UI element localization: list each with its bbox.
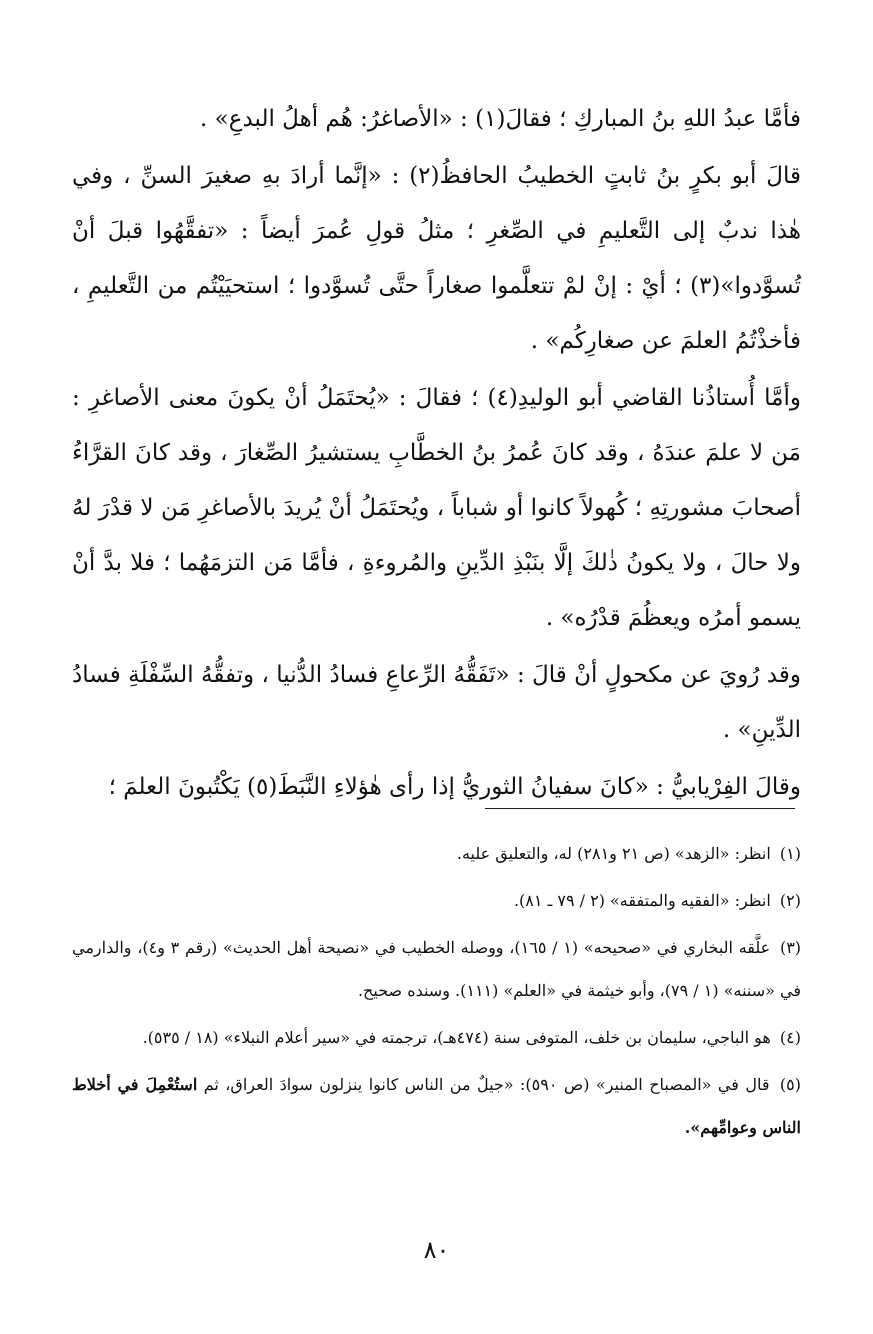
footnotes: [72, 832, 801, 1153]
footnote-number: (٤): [779, 1028, 801, 1047]
footnote-text: علَّقه البخاري في «صحيحه» (١ / ١٦٥)، ووصله الخطيب في «نصيحة أهل الحديث» (رقم ٣ و٤)، والدارمي في «سننه» (١ / ٧٩)، وأبو خيثمة في «العلم» (١١١). وسنده صحيح.: [72, 938, 801, 1000]
main-text: [72, 92, 801, 815]
footnote-text: انظر: «الزهد» (ص ٢١ و٢٨١) له، والتعليق عليه.: [456, 844, 771, 863]
footnote-text-bold: استُعْمِلَ في أخلاط الناس وعوامِّهم».: [72, 1075, 801, 1137]
paragraph-2: قالَ أبو بكرٍ بنُ ثابتٍ الخطيبُ الحافظُ(٢) : «إنَّما أرادَ بهِ صغيرَ السنِّ ، وفي هٰذا ندبٌ إلى التَّعليمِ في الصِّغرِ ؛ مثلُ قولِ عُمرَ أيضاً : «تفقَّهُوا قبلَ أنْ تُسوَّدوا»(٣) ؛ أيْ : إنْ لمْ تتعلَّموا صغاراً حتَّى تُسوَّدوا ؛ استحيَيْتُم من التَّعليمِ ، فأخذْتُمُ العلمَ عن صغارِكُم» .: [72, 163, 801, 354]
paragraph-5: وقالَ الفِرْيابيُّ : «كانَ سفيانُ الثوريُّ إذا رأى هٰؤلاءِ النَّبَطَ(٥) يَكْتُبونَ العلمَ ؛: [108, 774, 801, 800]
footnote-text: هو الباجي، سليمان بن خلف، المتوفى سنة (٤٧٤هـ)، ترجمته في «سير أعلام النبلاء» (١٨ / ٥٣٥).: [142, 1028, 771, 1047]
page-number: ٨٠: [423, 1236, 450, 1264]
footnote-number: (١): [779, 844, 801, 863]
footnote-4: [72, 1016, 801, 1059]
footnote-number: (٢): [779, 891, 801, 910]
footnote-number: (٥): [779, 1075, 801, 1094]
footnote-3: [72, 926, 801, 1012]
footnote-1: [72, 832, 801, 875]
footnote-text: قال في «المصباح المنير» (ص ٥٩٠): «جيلٌ من الناس كانوا ينزلون سوادَ العراق، ثم: [203, 1075, 770, 1094]
footnote-5: [72, 1063, 801, 1149]
footnote-text: انظر: «الفقيه والمتفقه» (٢ / ٧٩ ـ ٨١).: [513, 891, 771, 910]
footnote-number: (٣): [779, 938, 802, 957]
footnote-divider: [485, 808, 795, 809]
paragraph-3: وأمَّا أُستاذُنا القاضي أبو الوليدِ(٤) ؛ فقالَ : «يُحتَمَلُ أنْ يكونَ معنى الأصاغرِ : مَن لا علمَ عندَهُ ، وقد كانَ عُمرُ بنُ الخطَّابِ يستشيرُ الصِّغارَ ، وقد كانَ القرَّاءُ أصحابَ مشورتِهِ ؛ كُهولاً كانوا أو شباباً ، ويُحتَمَلُ أنْ يُريدَ بالأصاغرِ مَن لا قدْرَ لهُ ولا حالَ ، ولا يكونُ ذٰلكَ إلَّا بنَبْذِ الدِّينِ والمُروءةِ ، فأمَّا مَن التزمَهُما ؛ فلا بدَّ أنْ يسمو أمرُه ويعظُمَ قدْرُه» .: [72, 385, 801, 631]
footnote-2: [72, 879, 801, 922]
paragraph-1: فأمَّا عبدُ اللهِ بنُ المباركِ ؛ فقالَ(١) : «الأصاغرُ: هُم أهلُ البدعِ» .: [200, 106, 801, 132]
paragraph-4: وقد رُويَ عن مكحولٍ أنْ قالَ : «تَفَقُّهُ الرِّعاعِ فسادُ الدُّنيا ، وتفقُّهُ السِّفْلَةِ فسادُ الدِّينِ» .: [72, 662, 801, 743]
